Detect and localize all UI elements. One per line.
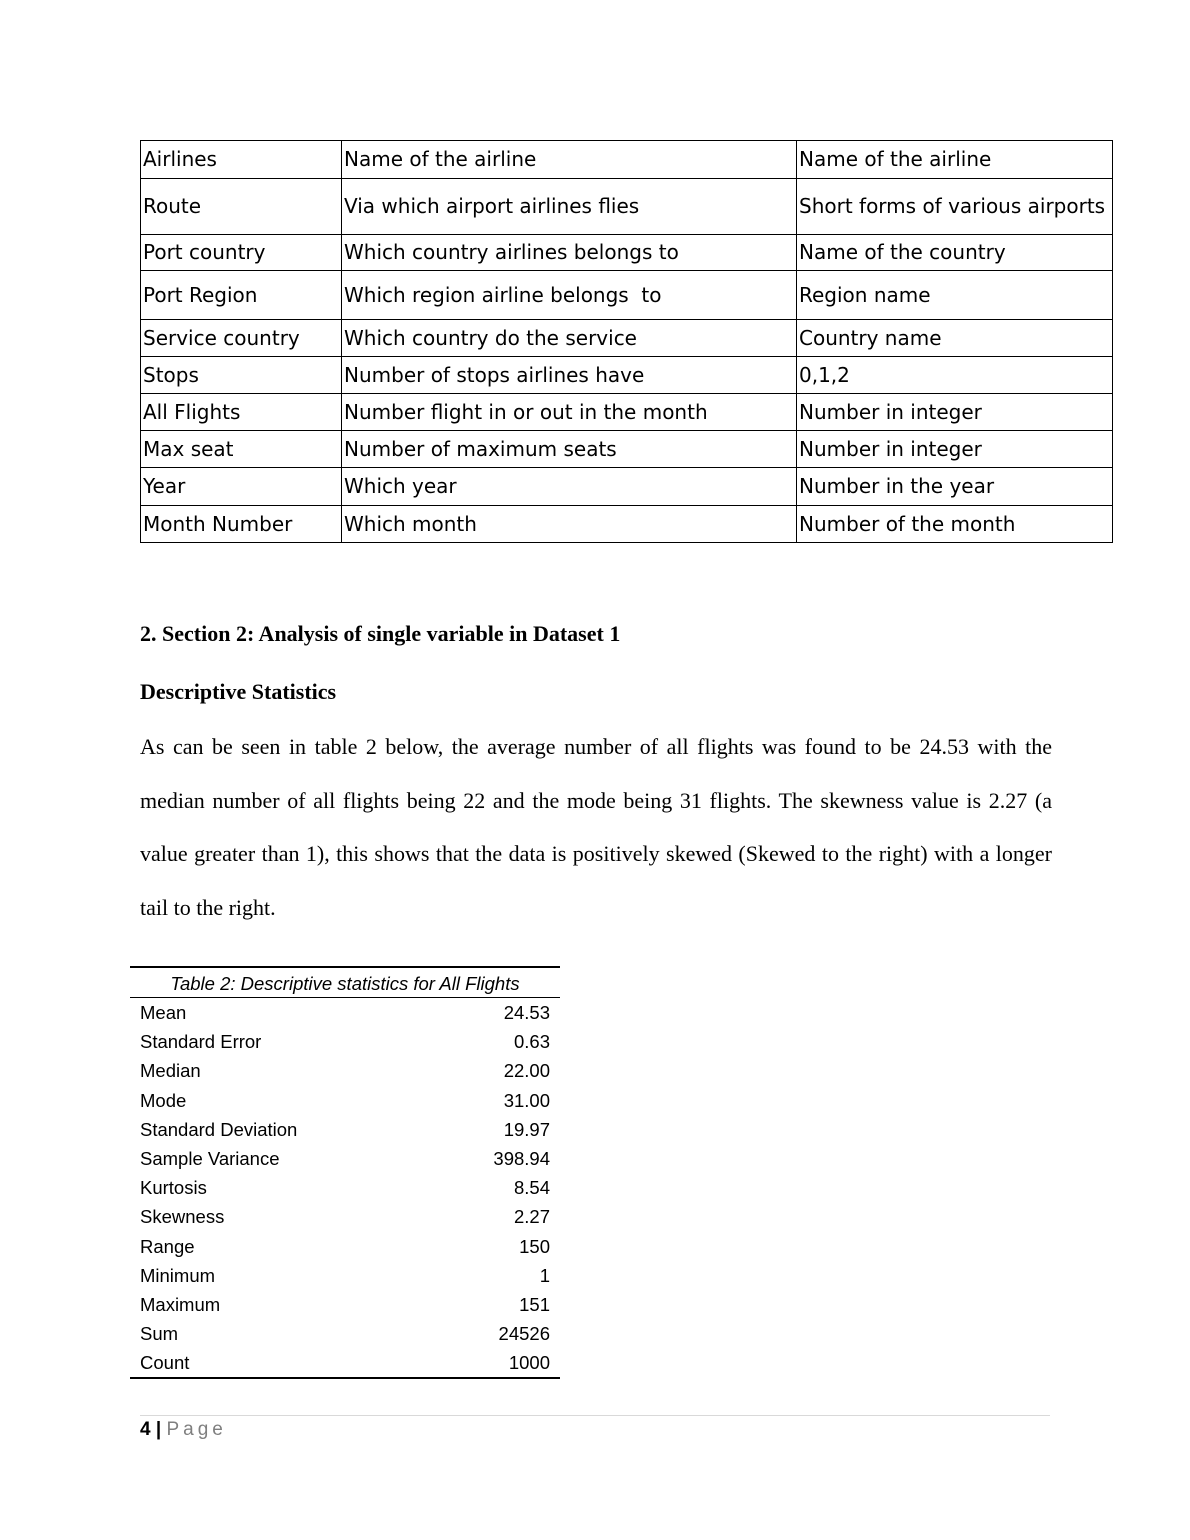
table-row [141,235,1113,271]
variable-name: All Flights [141,394,342,431]
stat-label: Kurtosis [140,1177,207,1199]
table-row [130,1056,560,1085]
page-footer [140,1419,227,1441]
stat-value: 1000 [508,1352,550,1374]
variable-description: Which month [342,506,797,543]
variable-name: Year [141,468,342,506]
variable-name: Port country [141,235,342,271]
variable-name: Airlines [141,141,342,179]
table-caption: Table 2: Descriptive statistics for All Flights [130,966,560,998]
table-row [130,1202,560,1231]
table-row [141,394,1113,431]
variable-name: Max seat [141,431,342,468]
descriptive-statistics-table [130,966,560,1379]
variable-values: Short forms of various airports [797,179,1113,235]
table-row [130,1027,560,1056]
variable-name: Port Region [141,271,342,320]
stat-label: Minimum [140,1264,216,1286]
variable-values: Number in integer [797,394,1113,431]
stat-value: 1 [539,1264,550,1286]
stat-label: Count [140,1352,190,1374]
variable-values: Name of the country [797,235,1113,271]
stat-value: 19.97 [503,1118,550,1140]
table-row [141,506,1113,543]
stat-label: Mode [140,1089,187,1111]
stat-label: Range [140,1235,195,1257]
table-row [141,179,1113,235]
table-row [130,1115,560,1144]
table-row [130,1319,560,1348]
variable-values: Number in integer [797,431,1113,468]
table-row [141,271,1113,320]
table-row [141,141,1113,179]
body-paragraph: As can be seen in table 2 below, the average number of all flights was found to be 24.53 with the median number of all flights being 22 and the mode being 31 flights. The skewness value is 2.27 (a value greater than 1), this shows that the data is positively skewed (Skewed to the right) with a longer tail to the right. [140,734,1052,921]
stat-value: 24.53 [503,1002,550,1024]
variables-table [140,140,1113,543]
variable-name: Route [141,179,342,235]
stat-label: Sample Variance [140,1148,280,1170]
table-row [141,468,1113,506]
table-row [130,1086,560,1115]
variable-description: Number of stops airlines have [342,357,797,394]
stat-value: 22.00 [503,1060,550,1082]
stat-label: Median [140,1060,201,1082]
stat-label: Skewness [140,1206,225,1228]
stat-value: 150 [519,1235,550,1257]
stat-value: 8.54 [513,1177,550,1199]
section-heading: 2. Section 2: Analysis of single variable in Dataset 1 [140,621,621,646]
table-row [141,357,1113,394]
footer-divider [140,1415,1050,1416]
variable-description: Number of maximum seats [342,431,797,468]
stat-label: Maximum [140,1293,221,1315]
table-row [130,1261,560,1290]
table-row [141,320,1113,357]
variable-values: 0,1,2 [797,357,1113,394]
stat-label: Standard Error [140,1031,262,1053]
stat-value: 2.27 [513,1206,550,1228]
variable-values: Number of the month [797,506,1113,543]
stat-label: Mean [140,1002,187,1024]
variable-name: Service country [141,320,342,357]
stat-value: 151 [519,1293,550,1315]
stat-value: 24526 [498,1323,550,1345]
variable-name: Month Number [141,506,342,543]
stat-value: 0.63 [513,1031,550,1053]
table-row [130,1348,560,1378]
table-row [130,998,560,1027]
variable-values: Country name [797,320,1113,357]
page-label: Page [166,1419,227,1440]
variable-name: Stops [141,357,342,394]
stat-label: Sum [140,1323,179,1345]
variable-description: Name of the airline [342,141,797,179]
table-row [130,1173,560,1202]
variable-description: Number flight in or out in the month [342,394,797,431]
page-number: 4 [140,1419,151,1440]
variable-description: Which country airlines belongs to [342,235,797,271]
variable-values: Number in the year [797,468,1113,506]
variable-description: Via which airport airlines flies [342,179,797,235]
variable-values: Region name [797,271,1113,320]
table-row [141,431,1113,468]
stats-rows [130,998,560,1379]
stat-label: Standard Deviation [140,1118,298,1140]
section-subheading: Descriptive Statistics [140,679,337,704]
footer-separator: | [155,1419,162,1440]
table-row [130,1290,560,1319]
table-row [130,1144,560,1173]
variable-description: Which year [342,468,797,506]
variable-description: Which country do the service [342,320,797,357]
variable-values: Name of the airline [797,141,1113,179]
stat-value: 398.94 [493,1148,550,1170]
table-row [130,1232,560,1261]
variable-description: Which region airline belongs to [342,271,797,320]
stat-value: 31.00 [503,1089,550,1111]
